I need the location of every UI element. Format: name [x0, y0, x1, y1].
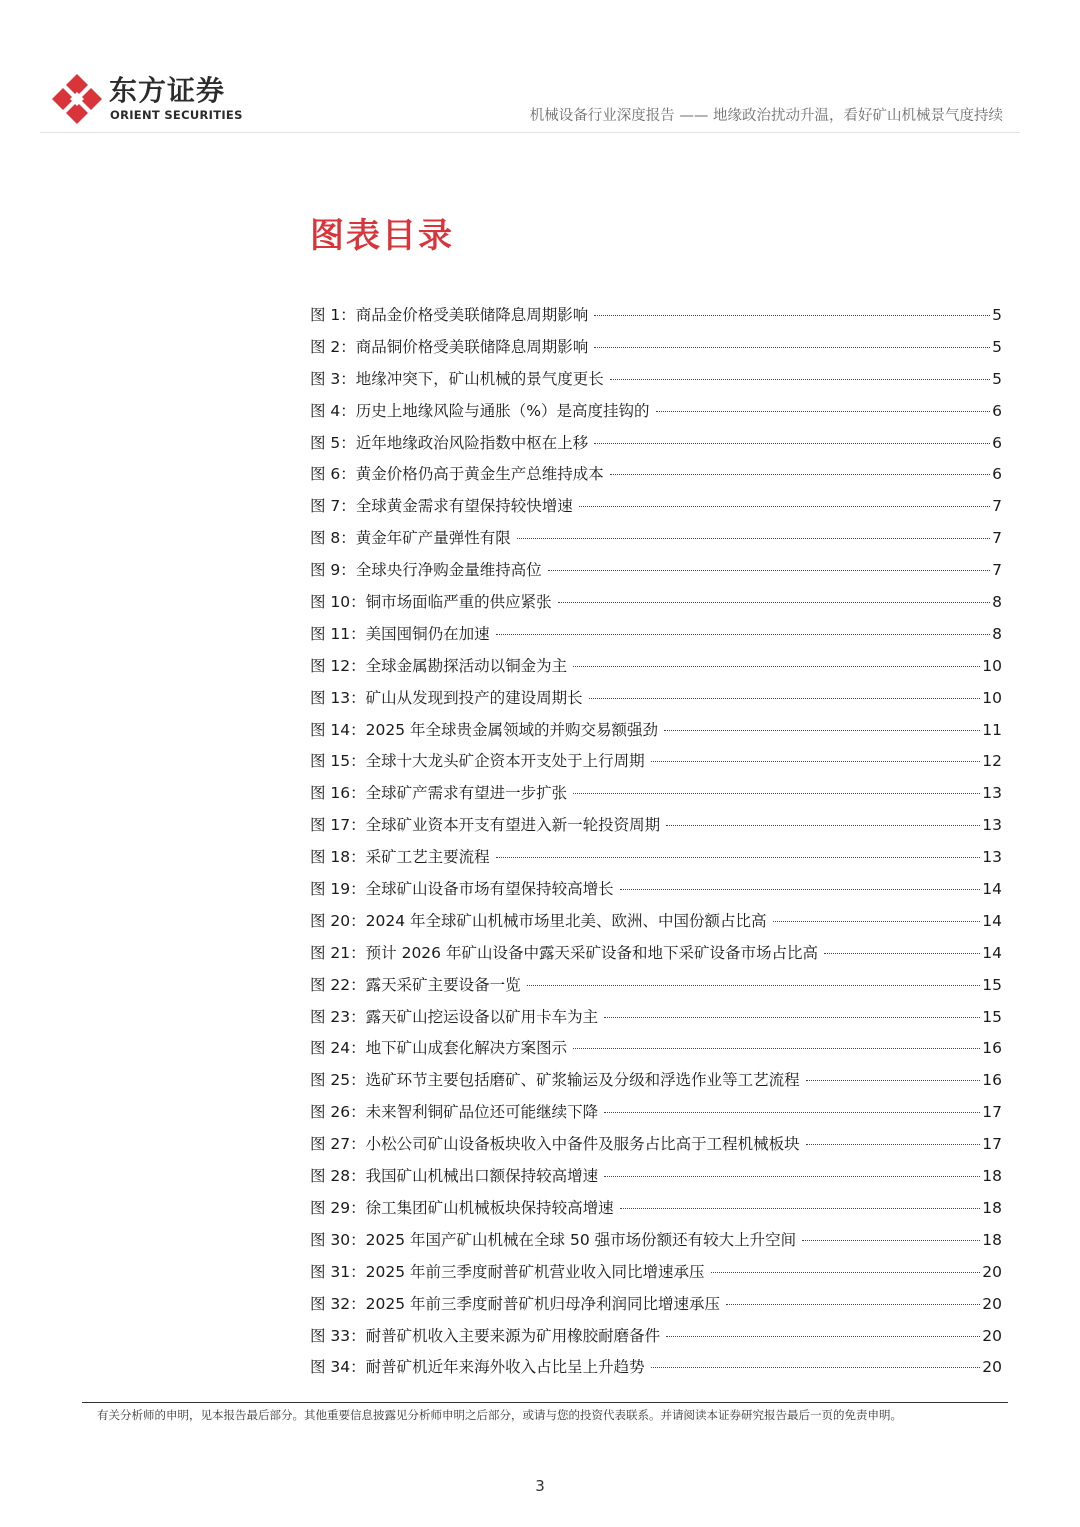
toc-dot-leader: [806, 1144, 981, 1145]
toc-dot-leader: [604, 1017, 980, 1018]
toc-entry-label[interactable]: 图 22：露天采矿主要设备一览: [310, 975, 521, 994]
toc-entry[interactable]: [310, 459, 1002, 491]
toc-entry-label[interactable]: 图 32：2025 年前三季度耐普矿机归母净利润同比增速承压: [310, 1294, 721, 1313]
toc-entry-page[interactable]: 11: [982, 720, 1002, 739]
toc-entry[interactable]: [310, 970, 1002, 1002]
toc-entry-label[interactable]: 图 15：全球十大龙头矿企资本开支处于上行周期: [310, 752, 645, 771]
toc-entry-page[interactable]: 5: [992, 306, 1002, 324]
toc-entry[interactable]: [310, 1002, 1002, 1034]
toc-dot-leader: [594, 315, 990, 316]
toc-entry-page[interactable]: 20: [982, 1262, 1002, 1281]
toc-entry[interactable]: [310, 906, 1002, 938]
toc-dot-leader: [824, 953, 980, 954]
toc-entry-page[interactable]: 5: [992, 369, 1002, 388]
toc-entry-page[interactable]: 10: [982, 688, 1002, 707]
orient-securities-logo-icon: [50, 72, 104, 126]
toc-entry-label[interactable]: 图 27：小松公司矿山设备板块收入中备件及服务占比高于工程机械板块: [310, 1135, 800, 1154]
toc-entry[interactable]: [310, 1161, 1002, 1193]
toc-heading: 图表目录: [310, 216, 454, 256]
toc-entry-page[interactable]: 15: [982, 975, 1002, 994]
toc-entry-label[interactable]: 图 10：铜市场面临严重的供应紧张: [310, 593, 552, 612]
toc-entry[interactable]: [310, 1097, 1002, 1129]
toc-entry-page[interactable]: 15: [982, 1007, 1002, 1026]
toc-entry-page[interactable]: 7: [992, 529, 1002, 548]
toc-dot-leader: [573, 666, 980, 667]
toc-entry-page[interactable]: 20: [982, 1326, 1002, 1345]
toc-entry[interactable]: [310, 300, 1002, 332]
toc-dot-leader: [711, 1272, 981, 1273]
brand-name-cn: 东方证券: [109, 74, 226, 107]
toc-dot-leader: [604, 1112, 980, 1113]
toc-entry-label[interactable]: 图 9：全球央行净购金量维持高位: [310, 561, 542, 580]
toc-entry[interactable]: [310, 1225, 1002, 1257]
toc-dot-leader: [548, 570, 990, 571]
toc-dot-leader: [594, 347, 990, 348]
brand-name-en: ORIENT SECURITIES: [110, 108, 243, 122]
toc-dot-leader: [573, 793, 980, 794]
toc-dot-leader: [620, 889, 981, 890]
toc-entry-page[interactable]: 13: [982, 784, 1002, 803]
toc-entry-label[interactable]: 图 34：耐普矿机近年来海外收入占比呈上升趋势: [310, 1358, 645, 1377]
toc-entry-label[interactable]: 图 2：商品铜价格受美联储降息周期影响: [310, 337, 589, 356]
toc-dot-leader: [666, 825, 980, 826]
toc-entry[interactable]: [310, 938, 1002, 970]
toc-entry[interactable]: [310, 1033, 1002, 1065]
toc-dot-leader: [573, 1048, 980, 1049]
toc-dot-leader: [651, 761, 981, 762]
page-number: 3: [535, 1477, 545, 1495]
toc-entry-page[interactable]: 14: [982, 911, 1002, 930]
toc-entry-page[interactable]: 13: [982, 816, 1002, 835]
toc-entry[interactable]: [310, 396, 1002, 428]
toc-entry-label[interactable]: 图 24：地下矿山成套化解决方案图示: [310, 1039, 568, 1058]
toc-dot-leader: [579, 506, 990, 507]
toc-entry-label[interactable]: 图 8：黄金年矿产量弹性有限: [310, 529, 511, 548]
toc-dot-leader: [517, 538, 990, 539]
toc-entry-page[interactable]: 10: [982, 656, 1002, 675]
toc-entry-page[interactable]: 16: [982, 1039, 1002, 1058]
toc-entry[interactable]: [310, 1065, 1002, 1097]
toc-entry-page[interactable]: 7: [992, 561, 1002, 580]
toc-entry-label[interactable]: 图 16：全球矿产需求有望进一步扩张: [310, 784, 568, 803]
toc-entry-page[interactable]: 20: [982, 1358, 1002, 1377]
toc-dot-leader: [773, 921, 981, 922]
toc-dot-leader: [726, 1304, 980, 1305]
toc-entry-page[interactable]: 5: [992, 337, 1002, 356]
footer-divider: [82, 1402, 1008, 1403]
toc-entry-page[interactable]: 14: [982, 880, 1002, 899]
toc-entry-label[interactable]: 图 3：地缘冲突下，矿山机械的景气度更长: [310, 369, 604, 388]
toc-entry-page[interactable]: 14: [982, 943, 1002, 962]
toc-entry[interactable]: [310, 778, 1002, 810]
toc-entry-page[interactable]: 8: [992, 624, 1002, 643]
toc-entry-label[interactable]: 图 13：矿山从发现到投产的建设周期长: [310, 688, 583, 707]
toc-entry-label[interactable]: 图 14：2025 年全球贵金属领域的并购交易额强劲: [310, 720, 659, 739]
toc-dot-leader: [589, 698, 981, 699]
toc-entry-label[interactable]: 图 5：近年地缘政治风险指数中枢在上移: [310, 433, 589, 452]
toc-dot-leader: [656, 411, 991, 412]
toc-entry-page[interactable]: 17: [982, 1135, 1002, 1154]
toc-entry[interactable]: [310, 1193, 1002, 1225]
toc-dot-leader: [604, 1176, 980, 1177]
toc-dot-leader: [651, 1367, 981, 1368]
toc-entry-label[interactable]: 图 7：全球黄金需求有望保持较快增速: [310, 497, 573, 516]
toc-entry-label[interactable]: 图 25：选矿环节主要包括磨矿、矿浆输运及分级和浮选作业等工艺流程: [310, 1071, 800, 1090]
toc-entry[interactable]: [310, 491, 1002, 523]
toc-entry-page[interactable]: 18: [982, 1167, 1002, 1186]
toc-entry-page[interactable]: 6: [992, 465, 1002, 484]
toc-entry[interactable]: [310, 1289, 1002, 1321]
toc-entry-page[interactable]: 18: [982, 1230, 1002, 1249]
toc-entry[interactable]: [310, 428, 1002, 460]
toc-entry-label[interactable]: 图 11：美国囤铜仍在加速: [310, 624, 490, 643]
toc-entry-page[interactable]: 18: [982, 1198, 1002, 1217]
toc-entry[interactable]: [310, 874, 1002, 906]
toc-entry-label[interactable]: 图 26：未来智利铜矿品位还可能继续下降: [310, 1103, 599, 1122]
toc-dot-leader: [664, 730, 980, 731]
report-title: 机械设备行业深度报告 —— 地缘政治扰动升温，看好矿山机械景气度持续: [529, 108, 1003, 124]
toc-entry[interactable]: [310, 746, 1002, 778]
toc-entry-label[interactable]: 图 29：徐工集团矿山机械板块保持较高增速: [310, 1198, 614, 1217]
toc-entry-label[interactable]: 图 23：露天矿山挖运设备以矿用卡车为主: [310, 1007, 599, 1026]
toc-entry[interactable]: [310, 332, 1002, 364]
toc-entry-label[interactable]: 图 12：全球金属勘探活动以铜金为主: [310, 656, 568, 675]
toc-entry-label[interactable]: 图 28：我国矿山机械出口额保持较高增速: [310, 1167, 599, 1186]
toc-entry-page[interactable]: 7: [992, 497, 1002, 516]
toc-entry-label[interactable]: 图 30：2025 年国产矿山机械在全球 50 强市场份额还有较大上升空间: [310, 1230, 797, 1249]
toc-entry-label[interactable]: 图 19：全球矿山设备市场有望保持较高增长: [310, 880, 614, 899]
toc-dot-leader: [558, 602, 990, 603]
toc-entry[interactable]: [310, 651, 1002, 683]
toc-entry[interactable]: [310, 555, 1002, 587]
toc-dot-leader: [496, 857, 981, 858]
toc-entry-label[interactable]: 图 18：采矿工艺主要流程: [310, 848, 490, 867]
toc-entry[interactable]: [310, 364, 1002, 396]
toc-entry-label[interactable]: 图 17：全球矿业资本开支有望进入新一轮投资周期: [310, 816, 661, 835]
toc-entry[interactable]: [310, 842, 1002, 874]
toc-entry-page[interactable]: 13: [982, 848, 1002, 867]
toc-dot-leader: [496, 634, 990, 635]
toc-entry-label[interactable]: 图 20：2024 年全球矿山机械市场里北美、欧洲、中国份额占比高: [310, 911, 767, 930]
toc-dot-leader: [666, 1336, 980, 1337]
toc-dot-leader: [610, 379, 990, 380]
toc-dot-leader: [610, 474, 990, 475]
toc-dot-leader: [806, 1080, 981, 1081]
toc-entry[interactable]: [310, 587, 1002, 619]
toc-entry[interactable]: [310, 683, 1002, 715]
toc-entry-page[interactable]: 8: [992, 593, 1002, 612]
toc-entry-label[interactable]: 图 21：预计 2026 年矿山设备中露天采矿设备和地下采矿设备市场占比高: [310, 943, 818, 962]
toc-entry-label[interactable]: 图 4：历史上地缘风险与通胀（%）是高度挂钩的: [310, 401, 650, 420]
figure-toc-list: [310, 300, 1002, 1384]
toc-entry-page[interactable]: 20: [982, 1294, 1002, 1313]
toc-entry-page[interactable]: 12: [982, 752, 1002, 771]
toc-dot-leader: [802, 1240, 980, 1241]
toc-entry-label[interactable]: 图 6：黄金价格仍高于黄金生产总维持成本: [310, 465, 604, 484]
toc-entry-label[interactable]: 图 33：耐普矿机收入主要来源为矿用橡胶耐磨备件: [310, 1326, 661, 1345]
header-divider: [40, 132, 1020, 133]
toc-dot-leader: [594, 443, 990, 444]
toc-entry-page[interactable]: 6: [992, 433, 1002, 452]
toc-entry[interactable]: [310, 1352, 1002, 1384]
toc-entry[interactable]: [310, 715, 1002, 747]
toc-dot-leader: [527, 985, 981, 986]
toc-entry-label[interactable]: 图 31：2025 年前三季度耐普矿机营业收入同比增速承压: [310, 1262, 705, 1281]
toc-entry[interactable]: [310, 1257, 1002, 1289]
toc-entry[interactable]: [310, 619, 1002, 651]
toc-dot-leader: [620, 1208, 981, 1209]
toc-entry-label[interactable]: 图 1：商品金价格受美联储降息周期影响: [310, 306, 589, 324]
toc-entry[interactable]: [310, 810, 1002, 842]
toc-entry[interactable]: [310, 1129, 1002, 1161]
toc-entry-page[interactable]: 17: [982, 1103, 1002, 1122]
toc-entry[interactable]: [310, 523, 1002, 555]
toc-entry[interactable]: [310, 1321, 1002, 1353]
analyst-disclaimer: 有关分析师的申明，见本报告最后部分。其他重要信息披露见分析师申明之后部分，或请与您的投资代表联系。并请阅读本证券研究报告最后一页的免责申明。: [97, 1408, 902, 1422]
toc-entry-page[interactable]: 16: [982, 1071, 1002, 1090]
toc-entry-page[interactable]: 6: [992, 401, 1002, 420]
